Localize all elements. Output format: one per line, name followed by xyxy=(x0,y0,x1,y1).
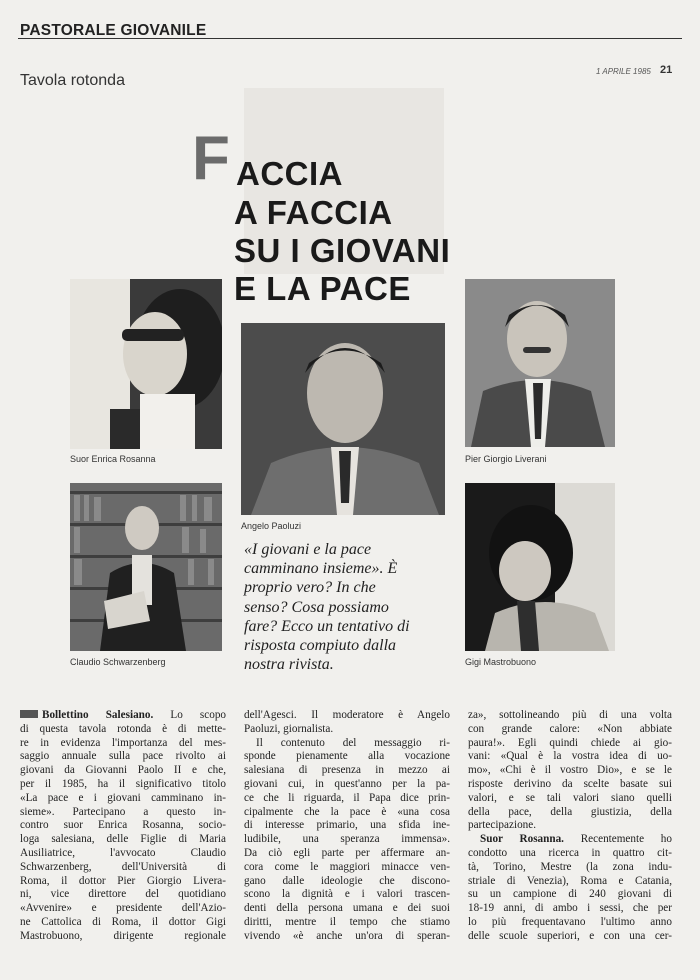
intro-line: senso? Cosa possiamo xyxy=(244,598,389,616)
body-line: mo», «Chi è il vostro Dio», e se le xyxy=(468,764,672,777)
body-line: denti della persona umana e dei suoi xyxy=(244,902,450,915)
body-column-3 xyxy=(468,709,672,944)
body-line: salesiana di presenza in mezzo ai xyxy=(244,764,450,777)
body-line: Da ciò egli parte per affermare an- xyxy=(244,846,450,859)
intro-line: risposta compiuto dalla xyxy=(244,637,397,655)
body-line: re in evidenza l'importanza del mes- xyxy=(20,736,226,749)
page-number: 21 xyxy=(660,64,673,76)
intro-line: camminano insieme». È xyxy=(244,560,398,578)
body-line: ni, vice direttore del quotidiano xyxy=(20,888,226,901)
photo-liverani xyxy=(465,279,615,447)
body-line: sieme». Partecipano a questo in- xyxy=(20,805,226,818)
photo-rosanna xyxy=(70,279,222,449)
body-line: Mastrobuono, dirigente regionale xyxy=(20,929,226,942)
caption-rosanna: Suor Enrica Rosanna xyxy=(70,454,156,464)
section-title: PASTORALE GIOVANILE xyxy=(20,22,207,39)
speaker-label: Suor Rosanna. xyxy=(480,833,564,846)
intro-line: nostra rivista. xyxy=(244,656,334,674)
title-line-1: ACCIA xyxy=(236,155,343,192)
issue-date: 1 APRILE 1985 xyxy=(596,67,651,76)
body-line: di interesse primario, una sfida ine- xyxy=(244,819,450,832)
intro-line: fare? Ecco un tentativo di xyxy=(244,617,410,635)
body-line: loga salesiana, delle Figlie di Maria xyxy=(20,833,226,846)
photo-schwarzenberg xyxy=(70,483,222,651)
body-line: vivendo «è anche un'ora di speran- xyxy=(244,929,450,942)
photo-mastrobuono xyxy=(465,483,615,651)
body-line: lo più frequentavano l'ultimo anno xyxy=(468,915,672,928)
photo-paoluzi xyxy=(241,323,445,515)
speaker-label: Bollettino Salesiano. xyxy=(42,709,154,721)
body-column-2 xyxy=(244,709,450,944)
body-line: scono la dignità e i valori trascen- xyxy=(244,888,450,901)
body-line: Paoluzi, giornalista. xyxy=(244,722,334,735)
intro-line: «I giovani e la pace xyxy=(244,541,372,558)
body-line: cora come le maggiori minacce ven- xyxy=(244,860,450,873)
body-line: Bollettino Salesiano. Lo scopo xyxy=(20,709,226,723)
body-line: Suor Rosanna. Recentemente ho xyxy=(480,833,672,846)
section-marker xyxy=(20,710,38,718)
title-line-3: SU I GIOVANI xyxy=(234,232,451,269)
body-line: risposte derivino da scelte basate sui xyxy=(468,777,672,790)
title-initial: F xyxy=(192,124,230,193)
body-line: 18-19 anni, di ambo i sessi, che per xyxy=(468,902,672,915)
title-line-2: A FACCIA xyxy=(234,194,393,231)
title-line-4: E LA PACE xyxy=(234,270,411,307)
kicker: Tavola rotonda xyxy=(20,72,125,89)
body-line: gano dalle ideologie che discono- xyxy=(244,874,450,887)
body-line: «La pace e i giovani camminano in- xyxy=(20,791,226,804)
body-line: saggio annuale sulla pace rivolto ai xyxy=(20,750,226,763)
caption-paoluzi: Angelo Paoluzi xyxy=(241,521,302,531)
body-line: Il contenuto del messaggio ri- xyxy=(256,736,450,749)
body-line: ce che li riguarda, il Papa dice prin- xyxy=(244,791,450,804)
body-line: giovani da Giovanni Paolo II e che, xyxy=(20,764,226,777)
intro-line: proprio vero? In che xyxy=(244,579,376,597)
body-line: paura!». Egli quindi chiede ai gio- xyxy=(468,736,672,749)
body-line: ne Cattolica di Roma, il dottor Gigi xyxy=(20,915,226,928)
body-line: tà, Torino, Mestre (la zona indu- xyxy=(468,860,672,873)
body-line: con grande calore: «Non abbiate xyxy=(468,722,672,735)
body-line: «Avvenire» e presidente dell'Azio- xyxy=(20,902,226,915)
caption-mastrobuono: Gigi Mastrobuono xyxy=(465,657,537,667)
body-line: Schwarzenberg, dell'Università di xyxy=(20,860,226,873)
body-line: delle scuole superiori, e con una cer- xyxy=(468,929,672,942)
body-line: ludibile, una speranza immensa». xyxy=(244,833,450,846)
body-column-1 xyxy=(20,709,226,944)
body-line: condotto una ricerca in quattro cit- xyxy=(468,846,672,859)
body-line: striale di Venezia), Roma e Catania, xyxy=(468,874,672,887)
body-line: Ausiliatrice, l'avvocato Claudio xyxy=(20,846,226,859)
body-line: partecipazione. xyxy=(468,819,537,832)
body-line: valori, e se tali valori siano quelli xyxy=(468,791,672,804)
body-line: cipalmente che la pace è «una cosa xyxy=(244,805,450,818)
body-line: za», sottolineando più di una volta xyxy=(468,709,672,721)
body-line: Roma, il dottor Pier Giorgio Livera- xyxy=(20,874,226,887)
body-line: della pace, della giustizia, della xyxy=(468,805,672,818)
caption-schwarzenberg: Claudio Schwarzenberg xyxy=(70,657,166,667)
body-line: contro suor Enrica Rosanna, socio- xyxy=(20,819,226,832)
header-rule xyxy=(18,38,682,39)
body-line: vani: «Qual è la vostra idea di uo- xyxy=(468,750,672,763)
body-line: su un campione di 240 giovani di xyxy=(468,888,672,901)
body-line: dell'Agesci. Il moderatore è Angelo xyxy=(244,709,450,721)
body-line: diritti, mentre il tempo che stiamo xyxy=(244,915,450,928)
body-line: giovani cui, in quest'anno per la pa- xyxy=(244,777,450,790)
body-line: sponde pienamente alla vocazione xyxy=(244,750,450,763)
caption-liverani: Pier Giorgio Liverani xyxy=(465,454,547,464)
body-line: per il 1985, ha il significativo titolo xyxy=(20,777,226,790)
body-line: di questa tavola rotonda è di mette- xyxy=(20,722,226,735)
intro-text xyxy=(244,540,454,674)
